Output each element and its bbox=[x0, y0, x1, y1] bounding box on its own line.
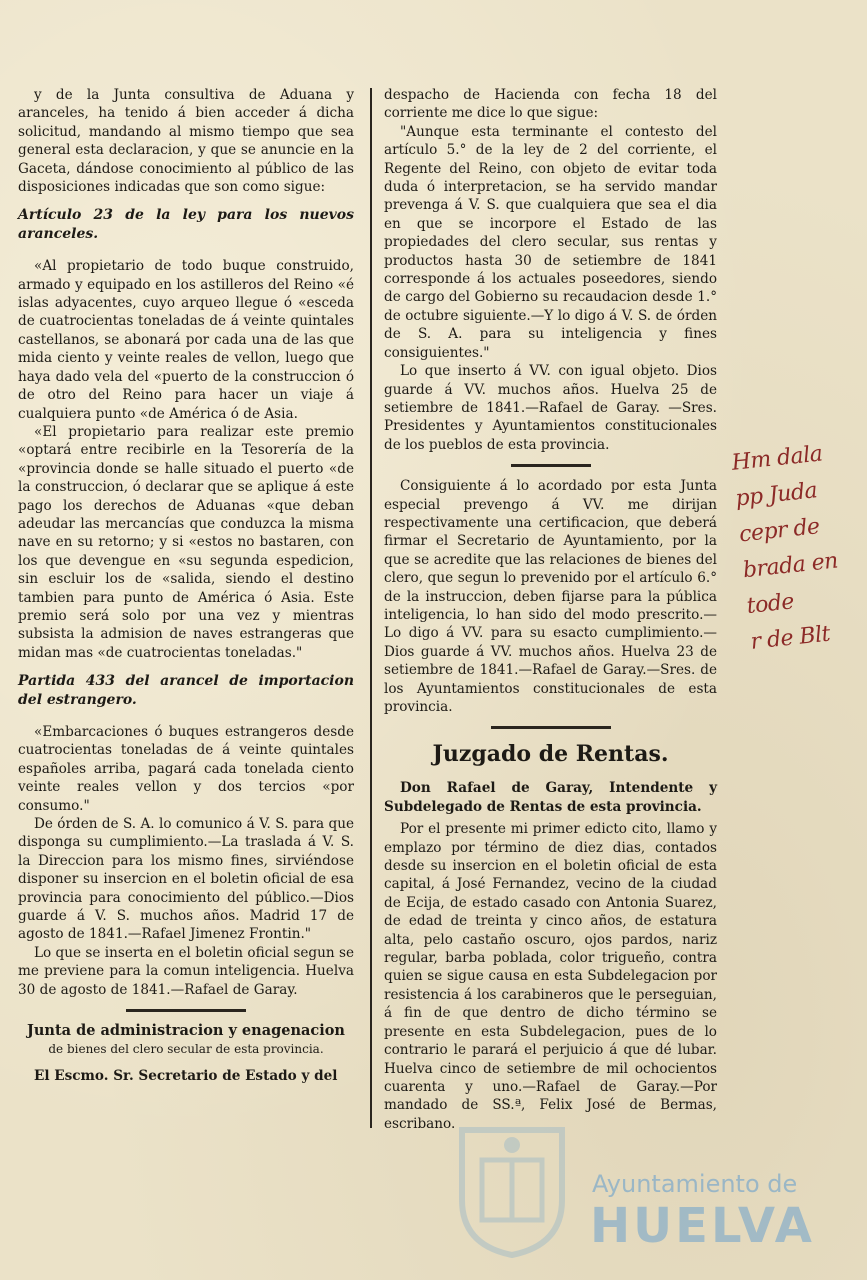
article-quote-2: «El propietario para realizar este premio «optará entre recibirle en la Tesorería de la «provincia donde se halle situado el puerto «de la construccion, ó declarar que se aplique á este pago los derechos de Aduanas «que deban adeudar las mercancías que conduzca la misma nave en su retorno; y si «estos no bastaren, con los que devengue en «su segunda espedicion, sin escluir los de «salida, siendo el destino tambien para punto de América ó Asia. Este premio será solo por una vez y mientras subsista la admision de naves estrangeras que midan mas «de cuatrocientas toneladas." bbox=[18, 423, 354, 661]
handwritten-annotation bbox=[730, 431, 867, 660]
ministry-quote: "Aunque esta terminante el contesto del artículo 5.° de la ley de 2 del corriente, el Regente del Reino, con objeto de evitar toda duda ó interpretacion, se ha servido mandar prevenga á V. S. que cualquiera que sea el dia en que se incorpore el Estado de las propiedades del clero secular, sus rentas y productos hasta 30 de setiembre de 1841 corresponde á los actuales poseedores, siendo de cargo del Gobierno su recaudacion desde 1.° de octubre siguiente.—Y lo digo á V. S. de órden de S. A. para su inteligencia y fines consiguientes." bbox=[384, 123, 717, 361]
continued-paragraph: despacho de Hacienda con fecha 18 del corriente me dice lo que sigue: bbox=[384, 87, 717, 122]
junta-notice-paragraph: Consiguiente á lo acordado por esta Junta especial prevengo á VV. me dirijan respectivamente una certificacion, que deberá firmar el Secretario de Ayuntamiento, por la que se acredite que las relaciones de bienes del clero, que segun lo prevenido por el artículo 6.° de la instruccion, deben fijarse para la pública inteligencia, lo han sido del modo prescrito.—Lo digo á VV. para su esacto cumplimiento.—Dios guarde á VV. muchos años. Huelva 23 de setiembre de 1841.—Rafael de Garay.—Sres. de los Ayuntamientos constitucionales de esta provincia. bbox=[384, 478, 717, 715]
junta-heading: Junta de administracion y enagenacion bbox=[27, 1022, 345, 1040]
order-paragraph: De órden de S. A. lo comunico á V. S. para que disponga su cumplimiento.—La traslada á V. S. la Direccion para los mismo fines, sirviéndose disponer su insercion en el boletin oficial de esa provincia para conocimiento del público.—Dios guarde á V. S. muchos años. Madrid 17 de agosto de 1841.—Rafael Jimenez Frontin." bbox=[18, 816, 354, 943]
short-divider bbox=[511, 464, 591, 467]
annotation-line: pp Juda bbox=[734, 478, 819, 512]
right-column bbox=[384, 86, 717, 1133]
annotation-line: cepr de bbox=[738, 514, 821, 548]
annotation-line: Hm dala bbox=[730, 441, 824, 476]
closing-paragraph: Lo que se inserta en el boletin oficial segun se me previene para la comun inteligencia. Huelva 30 de agosto de 1841.—Rafael de Garay. bbox=[18, 944, 354, 998]
junta-subheading: de bienes del clero secular de esta provincia. bbox=[48, 1042, 324, 1057]
article-heading: Artículo 23 de la ley para los nuevos aranceles. bbox=[18, 207, 354, 242]
partida-quote: «Embarcaciones ó buques estrangeros desde cuatrocientas toneladas de á veinte quintales españoles arriba, pagará cada tonelada ciento veinte reales vellon y dos tercios «por consumo." bbox=[18, 724, 354, 814]
section-divider-right bbox=[491, 726, 611, 729]
watermark-title: Ayuntamiento de bbox=[592, 1170, 798, 1198]
partida-heading: Partida 433 del arancel de importacion del estrangero. bbox=[18, 673, 354, 708]
official-heading: Don Rafael de Garay, Intendente y Subdelegado de Rentas de esta provincia. bbox=[384, 780, 717, 815]
continued-line: El Escmo. Sr. Secretario de Estado y del bbox=[34, 1067, 338, 1084]
insertion-paragraph: Lo que inserto á VV. con igual objeto. Dios guarde á VV. muchos años. Huelva 25 de setiembre de 1841.—Rafael de Garay. —Sres. Presidentes y Ayuntamientos constitucionales de los pueblos de esta provincia. bbox=[384, 363, 717, 453]
edict-paragraph: Por el presente mi primer edicto cito, llamo y emplazo por término de diez dias, contados desde su insercion en el boletin oficial de esta capital, á José Fernandez, vecino de la ciudad de Ecija, de estado casado con Antonia Suarez, de edad de treinta y cinco años, de estatura alta, pelo castaño oscuro, ojos pardos, nariz regular, barba poblada, color trigueño, contra quien se sigue causa en esta Subdelegacion por resistencia á los carabineros que le perseguian, á fin de que dentro de dicho término se presente en esta Subdelegacion, pues de lo contrario le parará el perjuicio á que dé lubar. Huelva cinco de setiembre de mil ochocientos cuarenta y uno.—Rafael de Garay.—Por mandado de SS.ª, Felix José de Bermas, escribano. bbox=[384, 821, 717, 1132]
section-title: Juzgado de Rentas. bbox=[432, 741, 669, 768]
annotation-line: brada en tode bbox=[741, 548, 840, 620]
city-seal-icon bbox=[452, 1120, 572, 1260]
watermark-city: HUELVA bbox=[590, 1198, 815, 1254]
column-rule bbox=[370, 88, 372, 1128]
annotation-line: r de Blt bbox=[749, 621, 832, 655]
intro-paragraph: y de la Junta consultiva de Aduana y aranceles, ha tenido á bien acceder á dicha solicitud, mandando al mismo tiempo que sea general esta declaracion, y que se anuncie en la Gaceta, dándose conocimiento al público de las disposiciones indicadas que son como sigue: bbox=[18, 87, 354, 196]
left-column bbox=[18, 86, 354, 1085]
article-quote-1: «Al propietario de todo buque construido, armado y equipado en los astilleros del Reino «é islas adyacentes, cuyo arqueo llegue ó «esceda de cuatrocientas toneladas de á veinte quintales castellanos, se abonará por cada una de las que mida ciento y veinte reales de vellon, luego que haya dado vela del «puerto de la construccion ó de otro del Reino para hacer un viaje á cualquiera punto «de América ó de Asia. bbox=[18, 258, 354, 422]
section-divider bbox=[126, 1009, 246, 1012]
